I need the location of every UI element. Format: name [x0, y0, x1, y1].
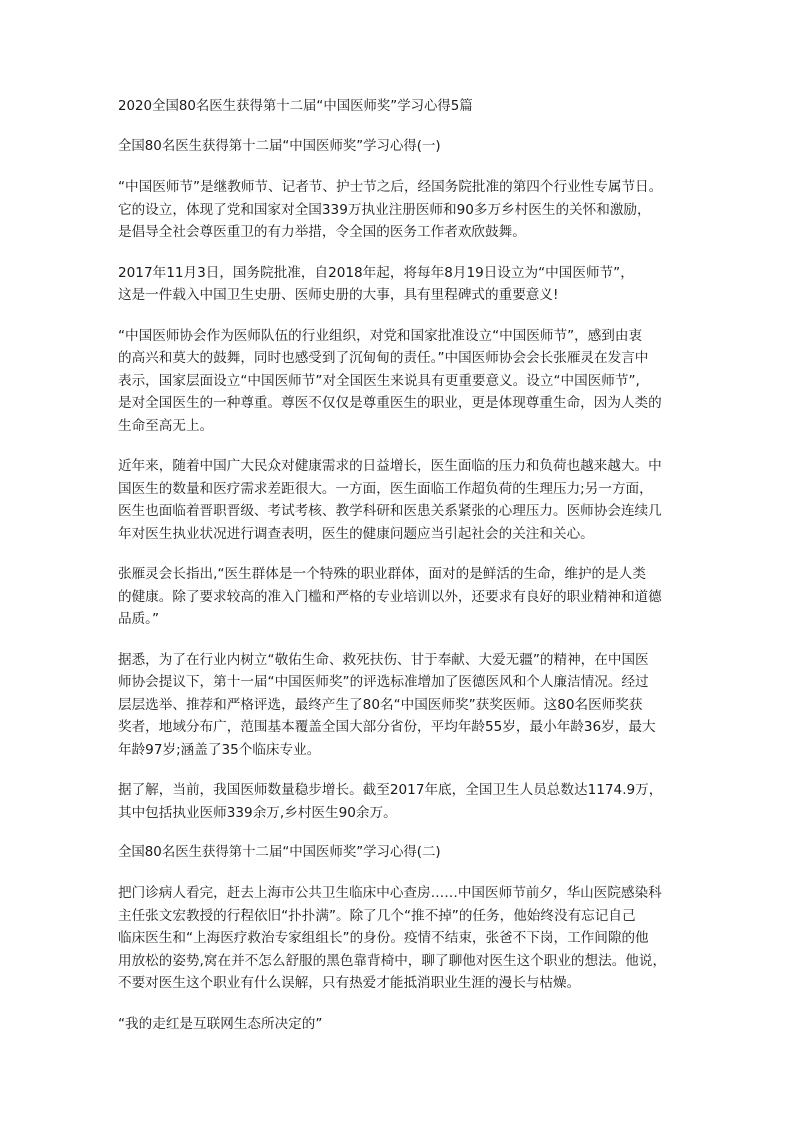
text-line: 临床医生和“上海医疗救治专家组组长”的身份。疫情不结束，张爸不下岗，工作间隙的他 — [118, 930, 649, 946]
text-line: 的健康。除了要求较高的准入门槛和严格的专业培训以外，还要求有良好的职业精神和道德 — [118, 588, 662, 605]
paragraph-9 — [118, 1013, 690, 1036]
text-line: 生命至高无上。 — [118, 417, 214, 434]
text-line: 层层选举、推荐和严格评选，最终产生了80名“中国医师奖”获奖医师。这80名医师奖获 — [118, 696, 643, 713]
text-line: 不要对医生这个职业有什么误解，只有热爱才能抵消职业生涯的漫长与枯燥。 — [118, 975, 581, 991]
text-line: “中国医师节”是继教师节、记者节、护士节之后，经国务院批准的第四个行业性专属节日。 — [118, 179, 663, 195]
text-line: 其中包括执业医师339余万,乡村医生90余万。 — [118, 804, 397, 821]
paragraph-6 — [118, 649, 690, 762]
section-heading-2: 全国80名医生获得第十二届“中国医师奖”学习心得(二) — [118, 845, 441, 860]
text-line: 的高兴和莫大的鼓舞，同时也感受到了沉甸甸的责任。”中国医师协会会长张雁灵在发言中 — [118, 350, 649, 366]
text-line: 品质。” — [118, 611, 160, 627]
text-line: 国医生的数量和医疗需求差距很大。一方面，医生面临工作超负荷的生理压力;另一方面， — [118, 480, 653, 497]
text-line: “我的走红是互联网生态所决定的” — [118, 1015, 323, 1032]
text-line: 医生也面临着晋职晋级、考试考核、教学科研和医患关系紧张的心理压力。医师协会连续几 — [118, 503, 662, 519]
paragraph-3 — [118, 325, 690, 438]
text-line: 它的设立，体现了党和国家对全国339万执业注册医师和90多万乡村医生的关怀和激励， — [118, 201, 651, 218]
text-line: 张雁灵会长指出,“医生群体是一个特殊的职业群体，面对的是鲜活的生命，维护的是人类 — [118, 566, 646, 582]
paragraph-5 — [118, 563, 690, 631]
text-line: 年龄97岁;涵盖了35个临床专业。 — [118, 741, 321, 758]
text-line: 2017年11月3日，国务院批准，自2018年起，将每年8月19日设立为“中国医师节”， — [118, 264, 634, 281]
text-line: 主任张文宏教授的行程依旧“扑扑满”。除了几个“推不掉”的任务，他始终没有忘记自己 — [118, 907, 636, 924]
text-line: 据了解，当前，我国医师数量稳步增长。截至2017年底，全国卫生人员总数达1174.9万， — [118, 782, 663, 798]
document-title: 2020全国80名医生获得第十二届“中国医师奖”学习心得5篇 — [118, 99, 473, 114]
text-line: 这是一件载入中国卫生史册、医师史册的大事，具有里程碑式的重要意义! — [118, 287, 559, 303]
text-line: 把门诊病人看完，赶去上海市公共卫生临床中心查房……中国医师节前夕，华山医院感染科 — [118, 885, 662, 901]
section-heading-1: 全国80名医生获得第十二届“中国医师奖”学习心得(一) — [118, 139, 441, 154]
document-page — [118, 96, 690, 1053]
paragraph-1 — [118, 176, 690, 244]
paragraph-7 — [118, 779, 690, 824]
text-line: 是倡导全社会尊医重卫的有力举措，令全国的医务工作者欢欣鼓舞。 — [118, 224, 526, 240]
text-line: 表示，国家层面设立“中国医师节”对全国医生来说具有更重要意义。设立“中国医师节”, — [118, 372, 640, 389]
paragraph-8 — [118, 882, 690, 995]
paragraph-4 — [118, 455, 690, 545]
text-line: 是对全国医生的一种尊重。尊医不仅仅是尊重医生的职业，更是体现尊重生命，因为人类的 — [118, 395, 662, 411]
text-line: 近年来，随着中国广大民众对健康需求的日益增长，医生面临的压力和负荷也越来越大。中 — [118, 458, 662, 474]
text-line: “中国医师协会作为医师队伍的行业组织，对党和国家批准设立“中国医师节”，感到由衷 — [118, 327, 643, 344]
text-line: 师协会提议下，第十一届“中国医师奖”的评选标准增加了医德医风和个人廉洁情况。经过 — [118, 674, 649, 690]
text-line: 据悉，为了在行业内树立“敬佑生命、救死扶伤、甘于奉献、大爱无疆”的精神，在中国医 — [118, 651, 649, 668]
text-line: 年对医生执业状况进行调查表明，医生的健康问题应当引起社会的关注和关心。 — [118, 525, 594, 542]
paragraph-2 — [118, 262, 690, 307]
text-line: 用放松的姿势,窝在并不怎么舒服的黑色靠背椅中，聊了聊他对医生这个职业的想法。他说， — [118, 952, 667, 969]
text-line: 奖者，地域分布广，范围基本覆盖全国大部分省份，平均年龄55岁，最小年龄36岁，最大 — [118, 719, 656, 735]
